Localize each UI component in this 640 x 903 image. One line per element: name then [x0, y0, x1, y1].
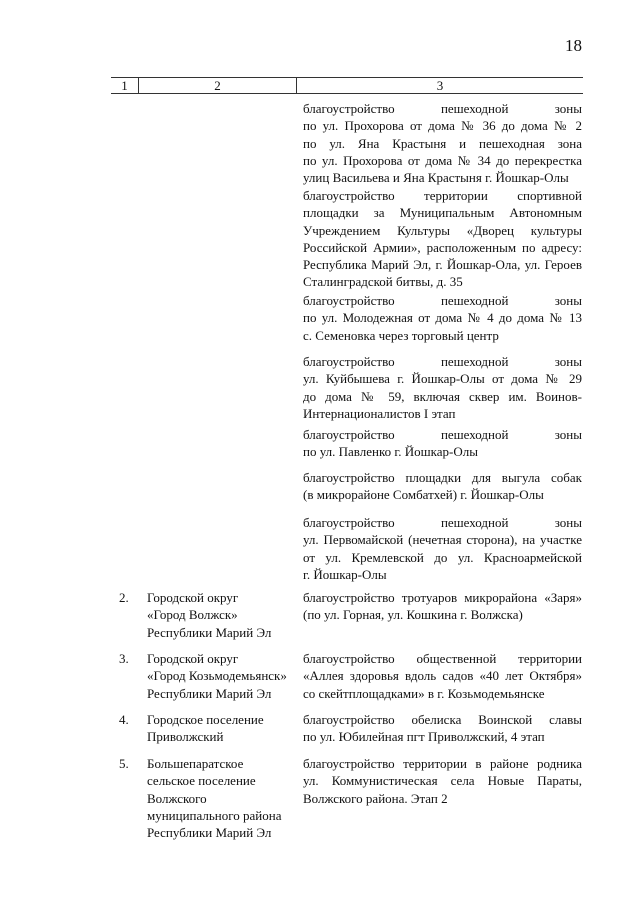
row-number-text: 5.	[119, 756, 129, 771]
entry-line: по ул. Павленко г. Йошкар-Олы	[303, 444, 478, 460]
entry-line: г. Йошкар-Олы	[303, 566, 387, 582]
header-col-1: 1	[121, 78, 128, 93]
entry-line: благоустройство территории спортивной	[303, 188, 582, 203]
entry-line: ул. Куйбышева г. Йошкар-Олы от дома № 29	[303, 371, 582, 387]
entry-line: благоустройство площадки для выгула собак	[303, 470, 582, 485]
project-entry	[303, 711, 582, 746]
entry-line: улиц Васильева и Яна Крастыня г. Йошкар-Олы	[303, 170, 569, 186]
entry-line: благоустройство пешеходной зоны	[303, 427, 582, 442]
entry-line: Российской Армии», расположенным по адресу:	[303, 239, 582, 255]
municipality-name	[147, 650, 297, 702]
entry-line: по ул. Яна Крастыня и пешеходная зона	[303, 135, 582, 151]
entry-line: Учреждением Культуры «Дворец культуры	[303, 222, 582, 238]
entry-line: благоустройство пешеходной зоны	[303, 354, 582, 369]
municipality-line: «Город Козьмодемьянск»	[147, 668, 287, 684]
row-number-text: 3.	[119, 651, 129, 666]
entry-line: благоустройство обелиска Воинской славы	[303, 712, 582, 727]
entry-line: (по ул. Горная, ул. Кошкина г. Волжска)	[303, 607, 523, 623]
entry-line: благоустройство общественной территории	[303, 651, 582, 666]
entry-line: благоустройство пешеходной зоны	[303, 515, 582, 530]
entry-line: по ул. Прохорова от дома № 34 до перекрестка	[303, 152, 582, 168]
project-entry	[303, 187, 582, 291]
municipality-line: Республики Марий Эл	[147, 624, 272, 640]
page-number: 18	[565, 36, 582, 55]
entry-line: Сталинградской битвы, д. 35	[303, 274, 463, 290]
project-entry	[303, 514, 582, 583]
header-col-3: 3	[436, 78, 444, 93]
entry-line: «Аллея здоровья вдоль садов «40 лет Октября»	[303, 668, 582, 684]
project-entry	[303, 292, 582, 344]
entry-line: Волжского района. Этап 2	[303, 790, 448, 806]
entry-line: ул. Коммунистическая села Новые Параты,	[303, 773, 582, 789]
entry-line: благоустройство пешеходной зоны	[303, 293, 582, 308]
project-entry	[303, 426, 582, 461]
header-col-2: 2	[214, 78, 221, 93]
entry-line: от ул. Кремлевской до ул. Красноармейской	[303, 549, 582, 565]
municipality-line: Большепаратское	[147, 756, 244, 771]
entry-line: с. Семеновка через торговый центр	[303, 327, 499, 343]
municipality-line: сельское поселение	[147, 773, 256, 789]
entry-line: благоустройство территории в районе родника	[303, 756, 582, 771]
municipality-line: «Город Волжск»	[147, 607, 238, 623]
project-entry	[303, 100, 582, 186]
project-entry	[303, 650, 582, 702]
entry-line: благоустройство пешеходной зоны	[303, 101, 582, 116]
entry-line: ул. Первомайской (нечетная сторона), на участке	[303, 532, 582, 548]
municipality-line: Республики Марий Эл	[147, 685, 272, 701]
entry-line: (в микрорайоне Сомбатхей) г. Йошкар-Олы	[303, 487, 544, 503]
municipality-name	[147, 589, 297, 641]
project-entry	[303, 353, 582, 422]
row-number	[119, 589, 139, 606]
entry-line: по ул. Юбилейная пгт Приволжский, 4 этап	[303, 729, 545, 745]
table-header-row	[111, 77, 583, 94]
entry-line: до дома № 59, включая сквер им. Воинов-	[303, 388, 582, 404]
project-entry	[303, 469, 582, 504]
municipality-name	[147, 755, 297, 841]
row-number-text: 2.	[119, 590, 129, 605]
entry-line: площадки за Муниципальным Автономным	[303, 205, 582, 221]
project-entry	[303, 589, 582, 624]
municipality-line: Городской округ	[147, 590, 239, 605]
row-number	[119, 650, 139, 667]
entry-line: Республика Марий Эл, г. Йошкар-Ола, ул. Героев	[303, 257, 582, 273]
municipality-line: муниципального района	[147, 807, 282, 823]
row-number	[119, 755, 139, 772]
project-entry	[303, 755, 582, 807]
entry-line: Интернационалистов I этап	[303, 405, 456, 421]
municipality-name	[147, 711, 297, 746]
entry-line: по ул. Молодежная от дома № 4 до дома № 13	[303, 310, 582, 326]
entry-line: со скейтплощадками» в г. Козьмодемьянске	[303, 685, 545, 701]
row-number	[119, 711, 139, 728]
municipality-line: Республики Марий Эл	[147, 825, 272, 841]
municipality-line: Городское поселение	[147, 712, 264, 727]
municipality-line: Городской округ	[147, 651, 239, 666]
entry-line: по ул. Прохорова от дома № 36 до дома № 2	[303, 118, 582, 134]
municipality-line: Волжского	[147, 790, 207, 806]
row-number-text: 4.	[119, 712, 129, 727]
entry-line: благоустройство тротуаров микрорайона «Заря»	[303, 590, 582, 605]
municipality-line: Приволжский	[147, 729, 224, 745]
